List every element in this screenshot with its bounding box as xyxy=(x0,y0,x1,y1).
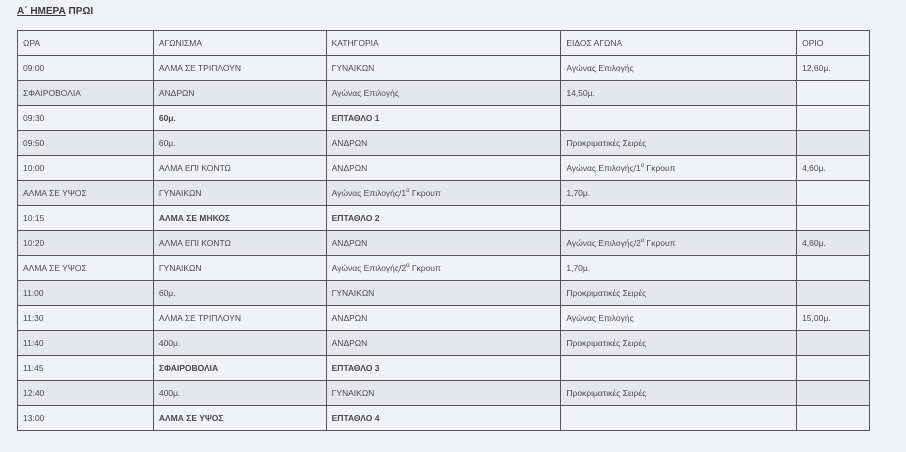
table-row xyxy=(18,231,870,256)
schedule-table xyxy=(17,30,870,431)
cell-time: 11:30 xyxy=(18,306,154,331)
cell-limit: 4,60μ. xyxy=(797,156,870,181)
header-event: ΑΓΩΝΙΣΜΑ xyxy=(153,31,326,56)
table-row xyxy=(18,381,870,406)
cell-limit xyxy=(797,181,870,206)
table-row xyxy=(18,331,870,356)
cell-race-type: 14,50μ. xyxy=(561,81,797,106)
cell-event: 400μ. xyxy=(153,331,326,356)
cell-event: ΑΛΜΑ ΣΕ ΜΗΚΟΣ xyxy=(153,206,326,231)
table-row xyxy=(18,206,870,231)
cell-event: ΓΥΝΑΙΚΩΝ xyxy=(153,256,326,281)
cell-limit xyxy=(797,256,870,281)
cell-limit xyxy=(797,81,870,106)
table-row xyxy=(18,356,870,381)
header-category: ΚΑΤΗΓΟΡΙΑ xyxy=(326,31,561,56)
cell-category: ΑΝΔΡΩΝ xyxy=(326,156,561,181)
cell-event: ΑΛΜΑ ΕΠΙ ΚΟΝΤΩ xyxy=(153,156,326,181)
cell-event: ΑΛΜΑ ΕΠΙ ΚΟΝΤΩ xyxy=(153,231,326,256)
cell-event: ΑΛΜΑ ΣΕ ΤΡΙΠΛΟΥΝ xyxy=(153,56,326,81)
cell-race-type: Προκριματικές Σειρές xyxy=(561,381,797,406)
cell-race-type: Προκριματικές Σειρές xyxy=(561,331,797,356)
cell-race-type xyxy=(561,356,797,381)
cell-race-type: 1,70μ. xyxy=(561,181,797,206)
table-row xyxy=(18,306,870,331)
header-time: ΩΡΑ xyxy=(18,31,154,56)
table-row xyxy=(18,56,870,81)
cell-time: 10:00 xyxy=(18,156,154,181)
cell-category: ΓΥΝΑΙΚΩΝ xyxy=(326,381,561,406)
cell-category: ΕΠΤΑΘΛΟ 1 xyxy=(326,106,561,131)
cell-category: ΑΝΔΡΩΝ xyxy=(326,131,561,156)
cell-event: 400μ. xyxy=(153,381,326,406)
heading-session: ΠΡΩΙ xyxy=(65,6,94,17)
cell-event: 60μ. xyxy=(153,106,326,131)
cell-race-type xyxy=(561,106,797,131)
cell-time: ΑΛΜΑ ΣΕ ΥΨΟΣ xyxy=(18,181,154,206)
cell-race-type xyxy=(561,406,797,431)
cell-category: ΓΥΝΑΙΚΩΝ xyxy=(326,56,561,81)
table-row xyxy=(18,281,870,306)
cell-event: ΑΝΔΡΩΝ xyxy=(153,81,326,106)
cell-category: ΑΝΔΡΩΝ xyxy=(326,231,561,256)
cell-limit xyxy=(797,331,870,356)
header-limit: ΟΡΙΟ xyxy=(797,31,870,56)
cell-category: ΓΥΝΑΙΚΩΝ xyxy=(326,281,561,306)
table-header-row xyxy=(18,31,870,56)
cell-race-type: Αγώνας Επιλογής/$2^o$ Γκρουπ xyxy=(561,231,797,256)
cell-category: ΑΝΔΡΩΝ xyxy=(326,306,561,331)
cell-race-type xyxy=(561,206,797,231)
cell-limit: 4,60μ. xyxy=(797,231,870,256)
cell-limit xyxy=(797,106,870,131)
table-row xyxy=(18,406,870,431)
cell-limit: 12,60μ. xyxy=(797,56,870,81)
cell-event: ΑΛΜΑ ΣΕ ΤΡΙΠΛΟΥΝ xyxy=(153,306,326,331)
cell-event: ΣΦΑΙΡΟΒΟΛΙΑ xyxy=(153,356,326,381)
cell-time: ΣΦΑΙΡΟΒΟΛΙΑ xyxy=(18,81,154,106)
cell-time: 09:50 xyxy=(18,131,154,156)
cell-event: ΑΛΜΑ ΣΕ ΥΨΟΣ xyxy=(153,406,326,431)
cell-race-type: Αγώνας Επιλογής xyxy=(561,56,797,81)
table-row xyxy=(18,106,870,131)
cell-time: 12:40 xyxy=(18,381,154,406)
cell-time: 10:15 xyxy=(18,206,154,231)
cell-race-type: Αγώνας Επιλογής/$1^o$ Γκρουπ xyxy=(561,156,797,181)
cell-event: 60μ. xyxy=(153,281,326,306)
cell-time: ΑΛΜΑ ΣΕ ΥΨΟΣ xyxy=(18,256,154,281)
cell-time: 11:00 xyxy=(18,281,154,306)
cell-limit xyxy=(797,206,870,231)
table-row xyxy=(18,156,870,181)
cell-category: ΑΝΔΡΩΝ xyxy=(326,331,561,356)
cell-race-type: Προκριματικές Σειρές xyxy=(561,281,797,306)
cell-category: Αγώνας Επιλογής/$1^o$ Γκρουπ xyxy=(326,181,561,206)
cell-time: 09:00 xyxy=(18,56,154,81)
header-race-type: ΕΙΔΟΣ ΑΓΩΝΑ xyxy=(561,31,797,56)
cell-time: 13:00 xyxy=(18,406,154,431)
cell-category: ΕΠΤΑΘΛΟ 2 xyxy=(326,206,561,231)
cell-limit: 15,00μ. xyxy=(797,306,870,331)
heading-day: Α΄ ΗΜΕΡΑ xyxy=(17,6,66,17)
cell-race-type: Προκριματικές Σειρές xyxy=(561,131,797,156)
table-row xyxy=(18,181,870,206)
table-row xyxy=(18,256,870,281)
cell-category: ΕΠΤΑΘΛΟ 4 xyxy=(326,406,561,431)
table-row xyxy=(18,81,870,106)
cell-category: Αγώνας Επιλογής/$2^o$ Γκρουπ xyxy=(326,256,561,281)
cell-time: 11:40 xyxy=(18,331,154,356)
cell-category: Αγώνας Επιλογής xyxy=(326,81,561,106)
cell-race-type: 1,70μ. xyxy=(561,256,797,281)
cell-limit xyxy=(797,356,870,381)
cell-limit xyxy=(797,131,870,156)
cell-time: 11:45 xyxy=(18,356,154,381)
cell-limit xyxy=(797,281,870,306)
cell-category: ΕΠΤΑΘΛΟ 3 xyxy=(326,356,561,381)
cell-event: 60μ. xyxy=(153,131,326,156)
table-row xyxy=(18,131,870,156)
cell-race-type: Αγώνας Επιλογής xyxy=(561,306,797,331)
page-heading xyxy=(17,6,93,17)
cell-time: 10:20 xyxy=(18,231,154,256)
cell-time: 09:30 xyxy=(18,106,154,131)
cell-event: ΓΥΝΑΙΚΩΝ xyxy=(153,181,326,206)
cell-limit xyxy=(797,406,870,431)
cell-limit xyxy=(797,381,870,406)
